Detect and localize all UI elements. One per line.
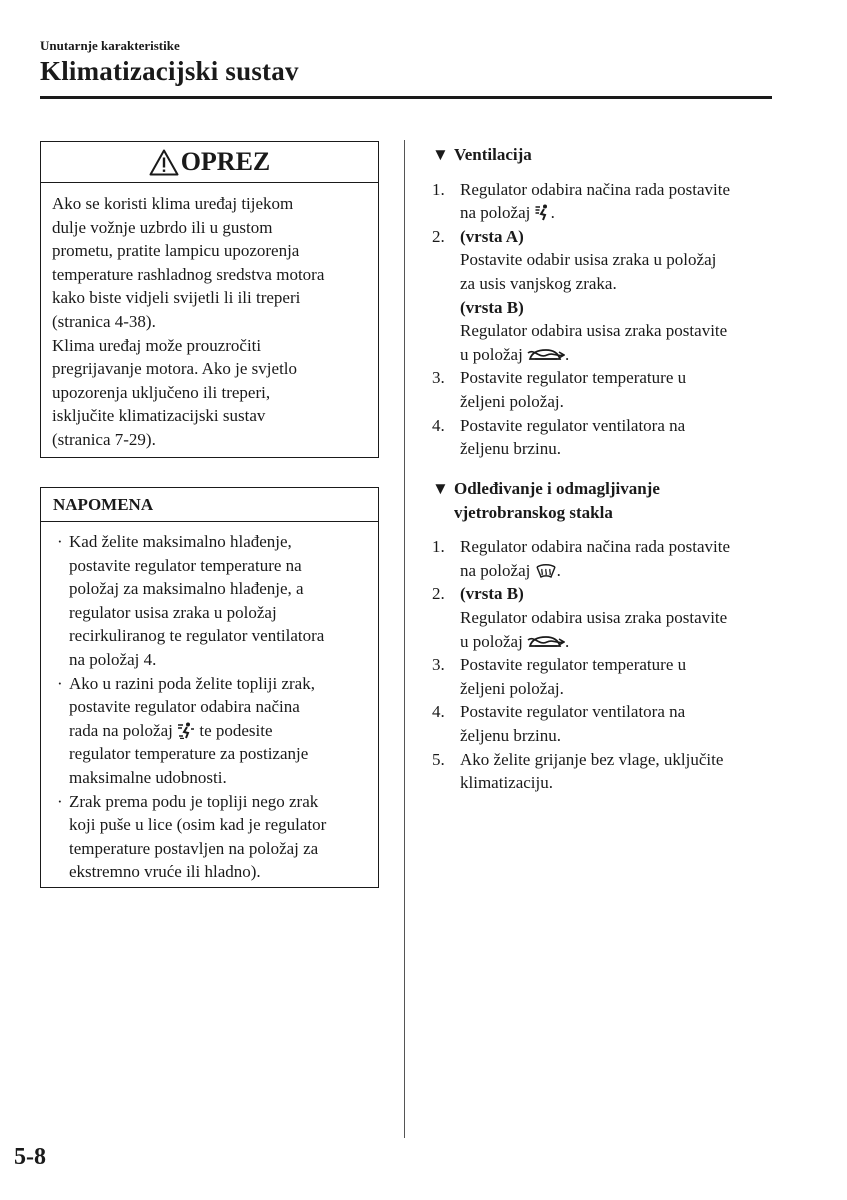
- caution-line: Ako se koristi klima uređaj tijekom: [52, 194, 294, 213]
- ventilation-heading-text: Ventilacija: [454, 145, 532, 164]
- step-line: [460, 343, 782, 367]
- caution-title: OPREZ: [180, 147, 271, 176]
- step-line: Postavite regulator temperature u: [460, 368, 687, 388]
- step-text: .: [550, 203, 555, 223]
- ventilation-heading: [432, 143, 782, 167]
- step-number: 2.: [432, 584, 445, 604]
- bullet: ·: [57, 791, 63, 811]
- note-line: položaj za maksimalno hlađenje, a: [69, 579, 304, 599]
- bullet: ·: [57, 532, 63, 551]
- defrost-heading: [432, 477, 782, 524]
- step-line: Postavite regulator ventilatora na: [460, 702, 686, 722]
- step: [432, 700, 782, 747]
- note-item: [57, 530, 368, 672]
- caution-header: [41, 142, 378, 183]
- section-marker: ▼: [432, 145, 449, 164]
- step: [432, 653, 782, 700]
- ventilation-section: [432, 143, 782, 461]
- step-number: 1.: [432, 537, 445, 557]
- note-line: Ako u razini poda želite topliji zrak,: [69, 673, 315, 693]
- caution-line: kako biste vidjeli svijetli li ili treperi: [52, 288, 301, 308]
- note-line: Zrak prema podu je topliji nego zrak: [69, 791, 319, 811]
- caution-line: pregrijavanje motora. Ako je svjetlo: [52, 359, 298, 379]
- step-line: Ako želite grijanje bez vlage, uključite: [460, 749, 724, 769]
- caution-line: (stranica 7-29).: [52, 429, 156, 449]
- caution-line: Klima uređaj može prouzročiti: [52, 335, 262, 355]
- caution-line: isključite klimatizacijski sustav: [52, 406, 266, 426]
- step: [432, 366, 782, 413]
- step-number: 5.: [432, 749, 445, 769]
- note-line: ekstremno vruće ili hladno).: [69, 862, 261, 882]
- defrost-heading-line2: vjetrobranskog stakla: [454, 502, 613, 522]
- note-line: postavite regulator temperature na: [69, 555, 302, 575]
- note-item: [57, 672, 368, 790]
- section-marker: ▼: [432, 479, 449, 498]
- note-line: [69, 719, 368, 743]
- type-b-label: (vrsta B): [460, 584, 524, 604]
- note-line: na položaj 4.: [69, 649, 157, 669]
- note-line: maksimalne udobnosti.: [69, 767, 227, 787]
- note-header: NAPOMENA: [41, 488, 378, 522]
- note-item: [57, 790, 368, 884]
- step: [432, 178, 782, 225]
- step-line: [460, 630, 782, 654]
- windshield-defrost-icon: [535, 562, 557, 579]
- step-line: [460, 559, 782, 583]
- note-line: recirkuliranog te regulator ventilatora: [69, 626, 325, 646]
- caution-line: prometu, pratite lampicu upozorenja: [52, 241, 300, 261]
- caution-line: dulje vožnje uzbrdo ili u gustom: [52, 217, 273, 237]
- column-divider: [404, 140, 405, 1138]
- defrost-steps: [432, 535, 782, 795]
- section-label: Unutarnje karakteristike: [40, 38, 180, 53]
- note-line: koji puše u lice (osim kad je regulator: [69, 815, 327, 835]
- step-text: .: [565, 631, 570, 651]
- step-number: 3.: [432, 655, 445, 675]
- step-line: željenu brzinu.: [460, 439, 562, 459]
- step-line: željeni položaj.: [460, 678, 564, 698]
- step-number: 4.: [432, 415, 445, 435]
- step-text: .: [565, 344, 570, 364]
- caution-box: [40, 141, 379, 458]
- bullet: ·: [57, 673, 63, 693]
- caution-body: [41, 183, 378, 452]
- step-text: u položaj: [460, 344, 523, 364]
- defrost-heading-line1: Odleđivanje i odmagljivanje: [454, 479, 660, 498]
- note-text: rada na položaj: [69, 720, 173, 740]
- floor-face-mode-icon: [177, 722, 195, 739]
- step-line: Postavite regulator ventilatora na: [460, 415, 686, 435]
- caution-line: temperature rashladnog sredstva motora: [52, 264, 325, 284]
- step-text: u položaj: [460, 631, 523, 651]
- step-line: klimatizaciju.: [460, 773, 553, 793]
- step: [432, 414, 782, 461]
- defrost-section: [432, 477, 782, 795]
- step-line: željenu brzinu.: [460, 725, 562, 745]
- step-line: za usis vanjskog zraka.: [460, 273, 617, 293]
- fresh-air-intake-icon: [527, 634, 565, 650]
- step-number: 1.: [432, 179, 445, 199]
- face-vent-mode-icon: [535, 204, 551, 221]
- step-line: Regulator odabira načina rada postavite: [460, 537, 730, 557]
- warning-triangle-icon: [149, 149, 179, 176]
- step-line: Postavite regulator temperature u: [460, 655, 687, 675]
- step-text: .: [556, 560, 561, 580]
- caution-line: (stranica 4-38).: [52, 311, 156, 331]
- step-text: na položaj: [460, 560, 531, 580]
- step-text: na položaj: [460, 203, 531, 223]
- step-line: Regulator odabira usisa zraka postavite: [460, 321, 728, 341]
- step: [432, 225, 782, 367]
- step-line: Postavite odabir usisa zraka u položaj: [460, 250, 717, 270]
- step-number: 2.: [432, 226, 445, 246]
- step-number: 4.: [432, 702, 445, 722]
- note-text: te podesite: [199, 720, 273, 740]
- fresh-air-intake-icon: [527, 347, 565, 363]
- note-body: [41, 522, 378, 884]
- note-line: regulator temperature za postizanje: [69, 744, 309, 764]
- page-title: Klimatizacijski sustav: [40, 56, 299, 86]
- note-line: postavite regulator odabira načina: [69, 697, 300, 717]
- step-line: [460, 201, 782, 225]
- title-rule: [40, 96, 772, 99]
- ventilation-steps: [432, 178, 782, 461]
- note-line: regulator usisa zraka u položaj: [69, 602, 277, 622]
- page-number: 5-8: [14, 1144, 46, 1170]
- step-line: željeni položaj.: [460, 391, 564, 411]
- type-b-label: (vrsta B): [460, 297, 524, 317]
- step: [432, 748, 782, 795]
- step: [432, 535, 782, 582]
- caution-line: upozorenja uključeno ili treperi,: [52, 382, 271, 402]
- note-line: Kad želite maksimalno hlađenje,: [69, 532, 292, 551]
- note-box: [40, 487, 379, 888]
- type-a-label: (vrsta A): [460, 226, 524, 246]
- step-line: Regulator odabira usisa zraka postavite: [460, 607, 728, 627]
- step-line: Regulator odabira načina rada postavite: [460, 179, 730, 199]
- step-number: 3.: [432, 368, 445, 388]
- step: [432, 582, 782, 653]
- note-line: temperature postavljen na položaj za: [69, 838, 319, 858]
